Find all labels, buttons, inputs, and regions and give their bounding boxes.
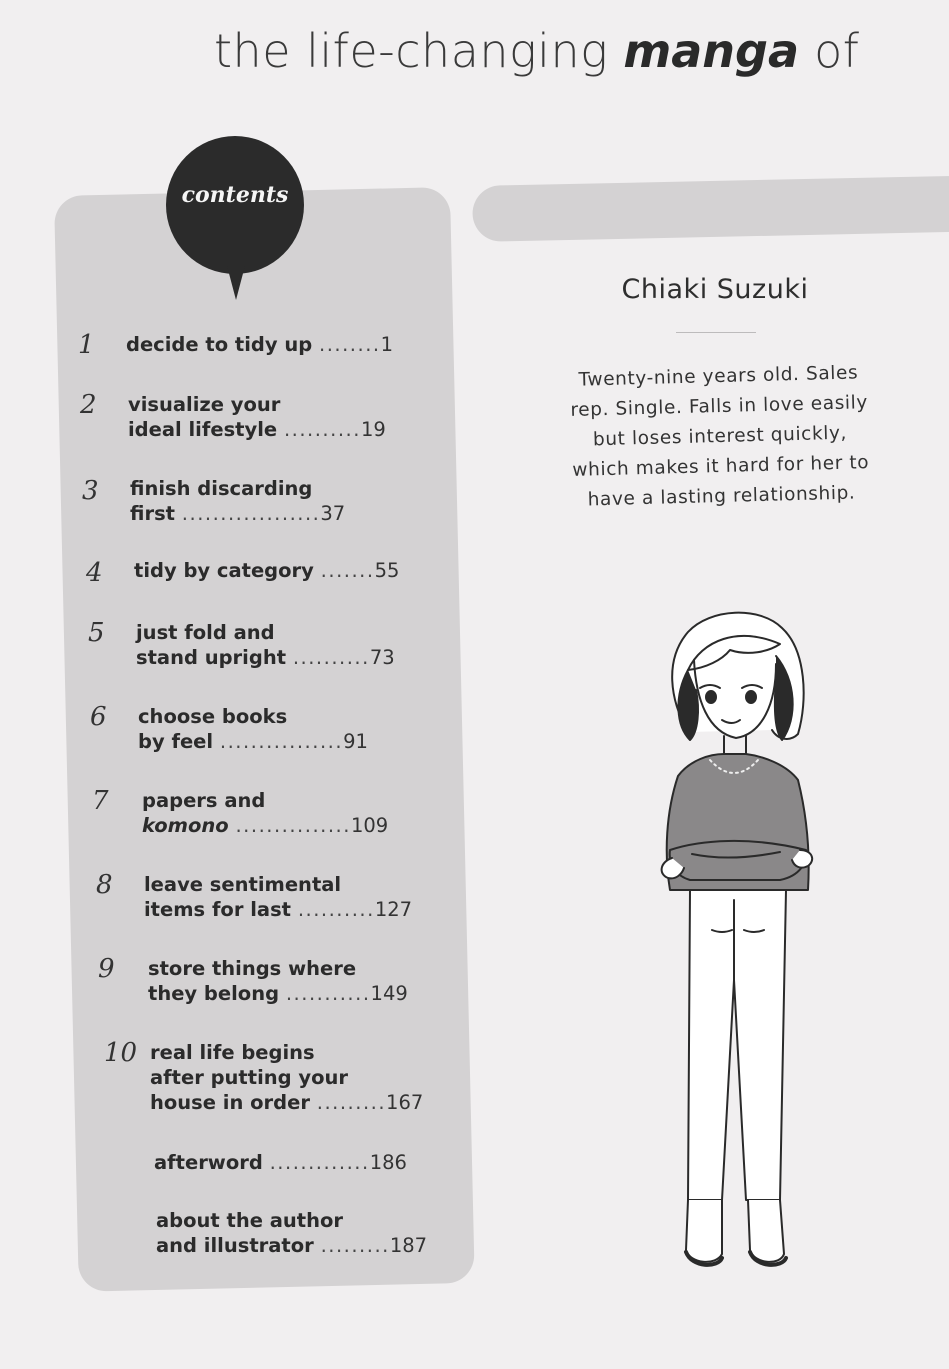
page-number: 19	[360, 418, 386, 441]
chapter-title-line: afterword	[154, 1151, 263, 1174]
pants	[688, 890, 786, 1200]
chapter-title-line: they belong	[148, 982, 280, 1005]
chapter-title	[134, 558, 399, 583]
chapter-title	[144, 872, 412, 922]
dot-leader: ..........	[297, 898, 375, 921]
chapter-number: 3	[82, 476, 99, 506]
page-number: 167	[386, 1091, 424, 1114]
description-line: but loses interest quickly,	[592, 422, 848, 451]
contents-list	[0, 0, 460, 1300]
title-suffix: of	[799, 24, 860, 78]
page-number: 73	[369, 646, 395, 669]
chapter-title	[126, 332, 393, 357]
chapter-title-line: finish discarding	[130, 477, 313, 500]
chapter-title	[142, 788, 388, 838]
dot-leader: ..........	[283, 418, 361, 441]
chapter-title-line: items for last	[144, 898, 292, 921]
dot-leader: ..................	[181, 502, 321, 525]
description-line: which makes it hard for her to	[572, 452, 870, 481]
chapter-number: 6	[90, 702, 107, 732]
description-line: rep. Single. Falls in love easily	[570, 392, 869, 421]
dot-leader: ...............	[235, 814, 351, 837]
character-description	[538, 357, 902, 516]
chapter-title-line: and illustrator	[156, 1234, 314, 1257]
page-number: 127	[374, 898, 413, 921]
page-number: 186	[369, 1151, 407, 1174]
chapter-title-line: real life begins	[150, 1041, 315, 1064]
chapter-title	[138, 704, 368, 754]
dot-leader: ..........	[292, 646, 370, 669]
chapter-title-line: ideal lifestyle	[128, 418, 278, 441]
dot-leader: ................	[219, 730, 344, 753]
character-illustration	[630, 600, 850, 1290]
description-line: have a lasting relationship.	[587, 482, 856, 511]
chapter-title-line: leave sentimental	[144, 873, 342, 896]
chapter-title	[154, 1150, 407, 1175]
dot-leader: .........	[320, 1234, 390, 1257]
chapter-title-line: by feel	[138, 730, 214, 753]
chapter-number: 4	[86, 558, 103, 588]
chapter-number: 1	[78, 330, 95, 360]
shoe-right	[748, 1200, 784, 1262]
page-number: 55	[374, 559, 400, 582]
header-band	[472, 175, 949, 242]
chapter-number: 8	[96, 870, 113, 900]
page-number: 109	[350, 814, 389, 837]
page-number: 37	[320, 502, 346, 525]
chapter-number: 2	[80, 390, 97, 420]
name-divider	[676, 332, 756, 333]
chapter-number: 9	[98, 954, 115, 984]
chapter-title-line: just fold and	[136, 621, 275, 644]
chapter-title-line: store things where	[148, 957, 357, 980]
title-emphasis: manga	[623, 24, 800, 78]
chapter-title-line: decide to tidy up	[126, 333, 313, 356]
page-number: 187	[389, 1234, 428, 1257]
shoe-left	[686, 1200, 722, 1262]
contents-label: contents	[181, 182, 289, 208]
arms-crossed	[670, 841, 807, 880]
chapter-title-line: stand upright	[136, 646, 287, 669]
dot-leader: .........	[316, 1091, 387, 1114]
page-number: 1	[380, 333, 394, 356]
chapter-title-line: komono	[142, 814, 229, 837]
chapter-title-line: tidy by category	[134, 559, 314, 582]
chapter-title	[150, 1040, 423, 1115]
dot-leader: ...........	[285, 982, 371, 1005]
chapter-title	[156, 1208, 427, 1258]
chapter-number: 10	[104, 1038, 138, 1068]
chapter-title-line: choose books	[138, 705, 288, 728]
dot-leader: ........	[319, 333, 381, 356]
page-number: 91	[343, 730, 368, 753]
chapter-title-line: papers and	[142, 789, 266, 812]
title-prefix: the life-changing	[214, 24, 624, 78]
chapter-title	[130, 476, 345, 526]
chapter-title-line: about the author	[156, 1209, 343, 1232]
chapter-title-line: first	[130, 502, 175, 525]
chapter-title-line: visualize your	[128, 393, 281, 416]
description-line: Twenty-nine years old. Sales	[578, 362, 859, 391]
chapter-title	[136, 620, 395, 670]
dot-leader: .......	[320, 559, 375, 582]
chapter-title-line: after putting your	[150, 1066, 348, 1089]
chapter-number: 7	[92, 786, 109, 816]
character-name: Chiaki Suzuki	[621, 274, 809, 305]
chapter-title	[128, 392, 386, 442]
page-number: 149	[370, 982, 408, 1005]
chapter-number: 5	[88, 618, 105, 648]
chapter-title-line: house in order	[150, 1091, 310, 1114]
dot-leader: .............	[269, 1151, 370, 1174]
chapter-title	[148, 956, 408, 1006]
